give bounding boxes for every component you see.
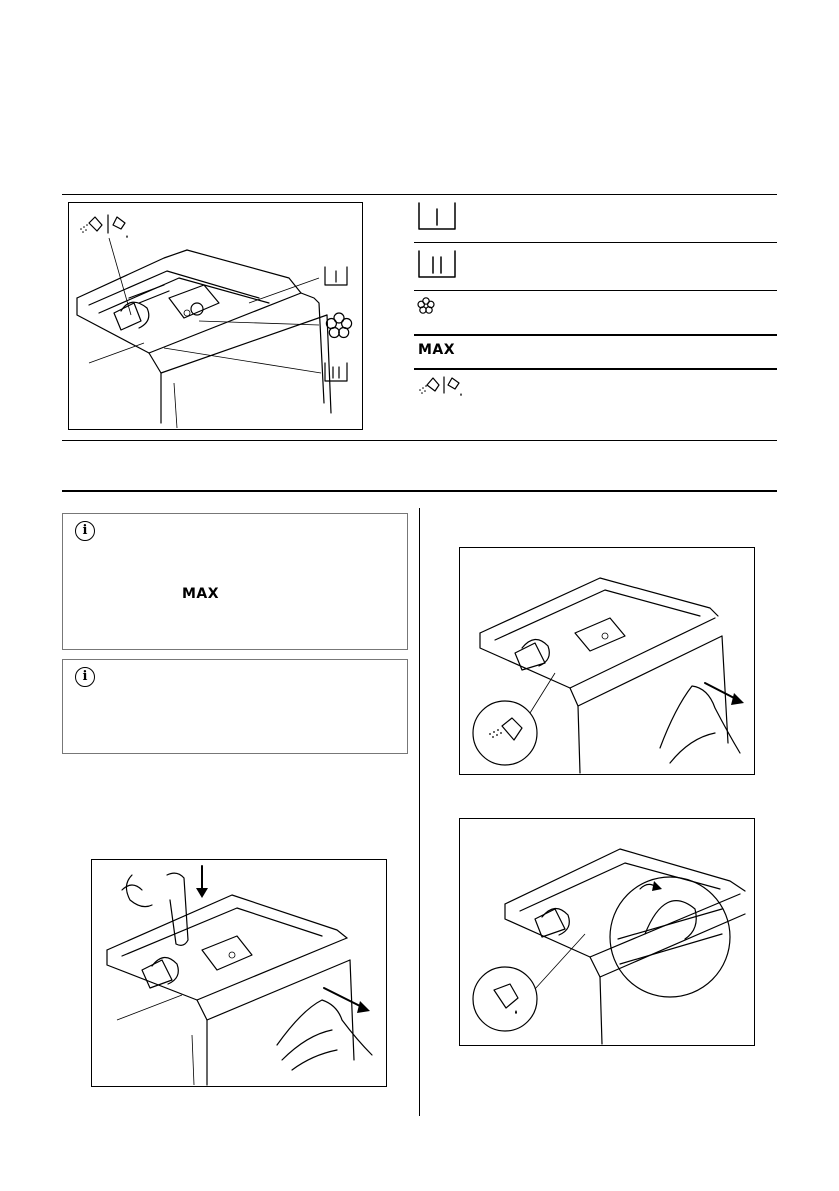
drawer-pull-figure (459, 547, 755, 775)
flap-position-figure (459, 818, 755, 1046)
legend-detergent-flap-icon (417, 375, 469, 399)
legend-separator-3 (414, 334, 777, 336)
legend-fabric-softener-icon (417, 296, 437, 316)
dispenser-overview-figure (68, 202, 363, 430)
info-note-1 (62, 513, 408, 650)
legend-max-label: MAX (418, 342, 456, 358)
legend-separator-4 (414, 368, 777, 370)
section-bottom-rule (62, 440, 777, 441)
dispenser-drawer-illustration (69, 203, 364, 431)
note-max-label: MAX (182, 586, 220, 602)
powder-detergent-flap-icon (489, 718, 522, 740)
info-icon: i (75, 667, 95, 687)
top-rule (62, 194, 777, 195)
legend-separator-2 (414, 290, 777, 291)
prewash-compartment-icon (325, 267, 347, 285)
drawer-removal-illustration (92, 860, 388, 1088)
legend-prewash-icon (417, 201, 457, 233)
liquid-detergent-flap-icon (494, 984, 518, 1014)
flap-position-illustration (460, 819, 756, 1047)
detergent-type-flap-icon (80, 215, 128, 238)
info-note-2 (62, 659, 408, 754)
section-heading-rule (62, 490, 777, 492)
fabric-softener-icon (326, 313, 351, 338)
drawer-removal-figure (91, 859, 387, 1087)
legend-separator-1 (414, 242, 777, 243)
legend-main-wash-icon (417, 249, 457, 281)
column-divider (419, 508, 420, 1116)
info-icon: i (75, 521, 95, 541)
main-wash-compartment-icon (325, 363, 347, 381)
drawer-pull-illustration (460, 548, 756, 776)
